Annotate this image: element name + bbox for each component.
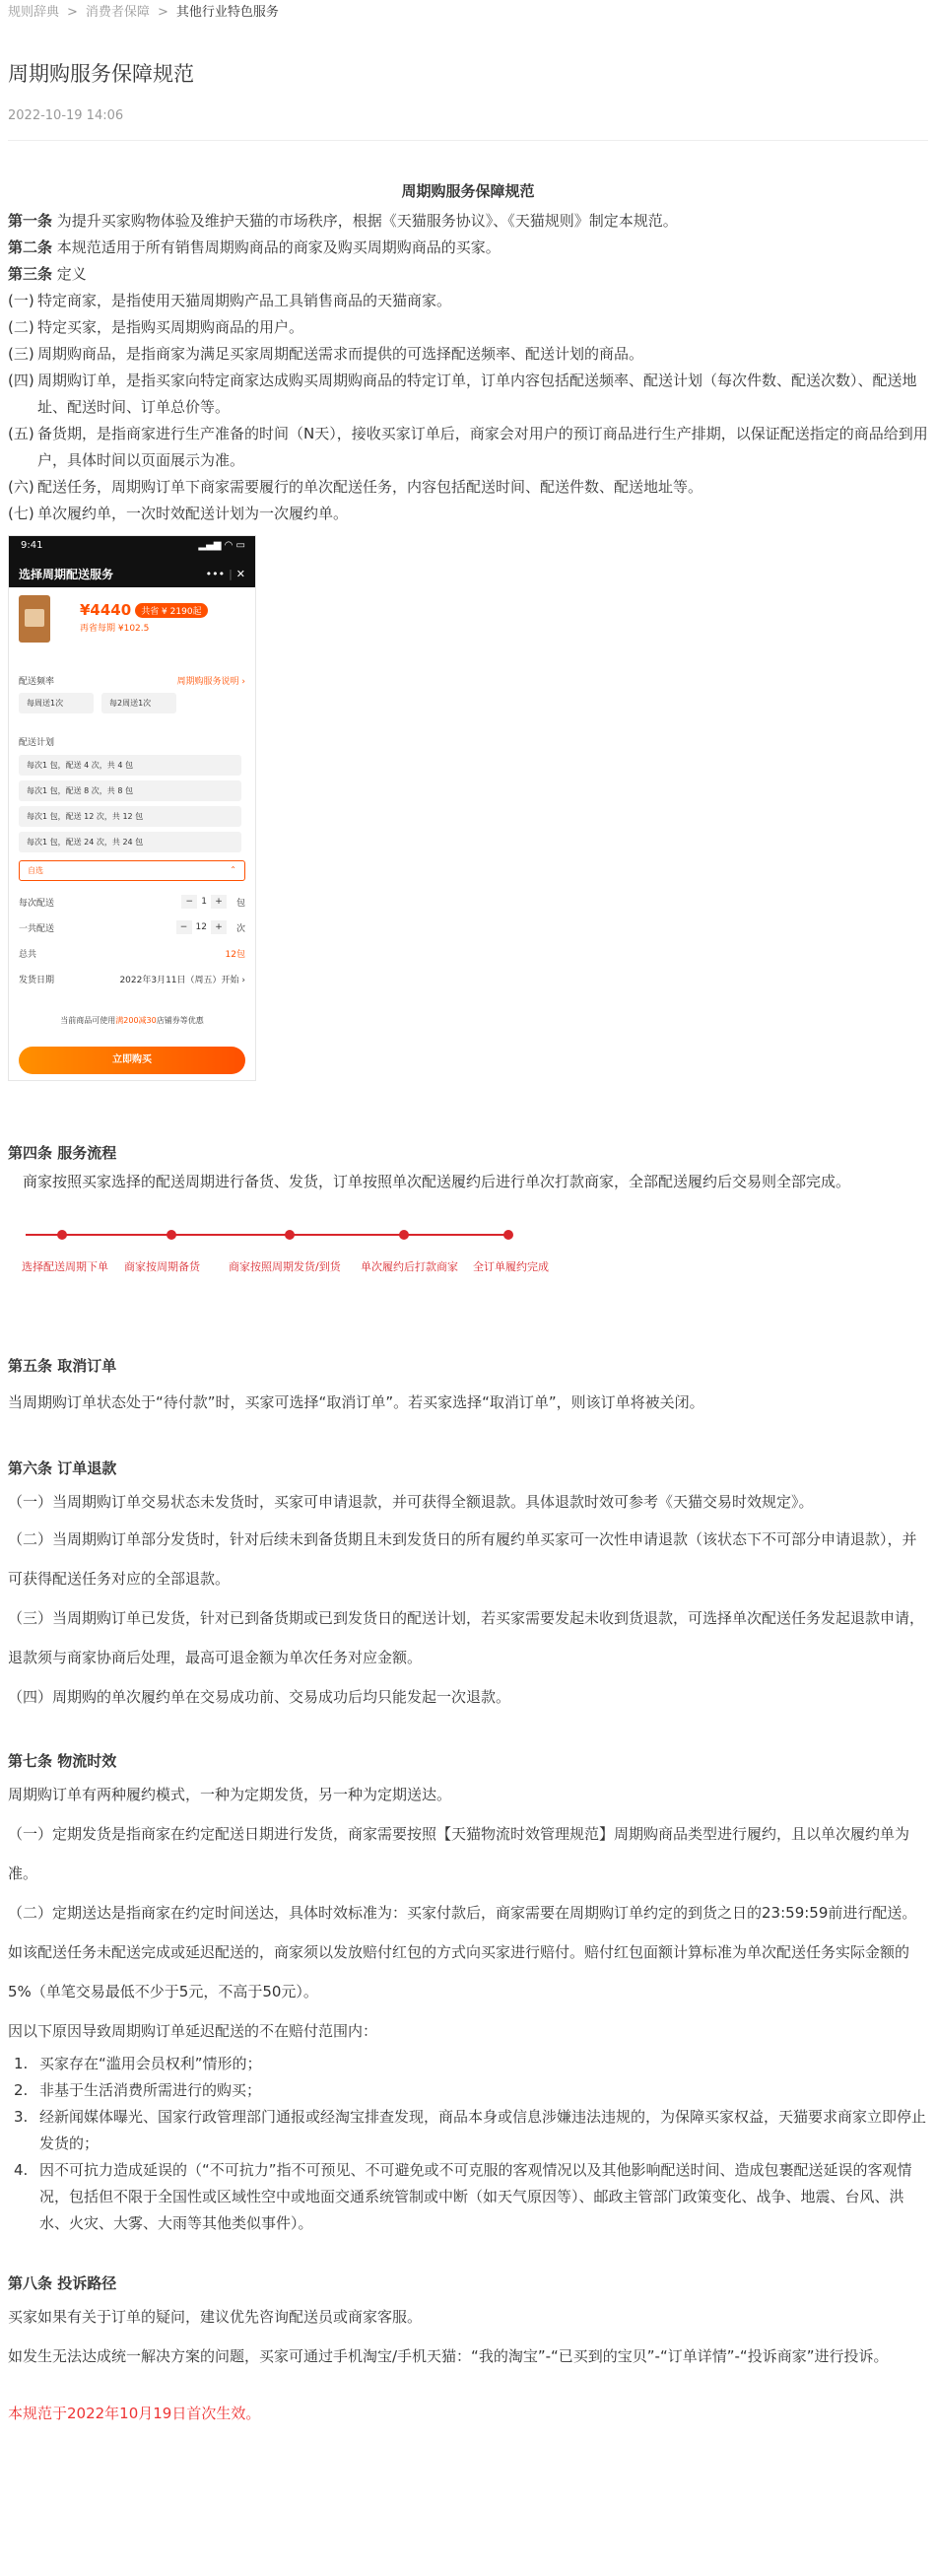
article-5-head: 第五条 取消订单 bbox=[8, 1357, 117, 1375]
item-text: 非基于生活消费所需进行的购买； bbox=[39, 2081, 262, 2099]
start-label: 发货日期 bbox=[19, 975, 55, 985]
plan-option: 每次1 包，配送 12 次，共 12 包 bbox=[19, 806, 241, 827]
custom-option bbox=[19, 860, 245, 881]
flow-step: 全订单履约完成 bbox=[473, 1260, 549, 1273]
sum-label: 总共 bbox=[19, 949, 37, 960]
plus-icon: + bbox=[211, 920, 227, 934]
item-text: 备货期，是指商家进行生产准备的时间（N天），接收买家订单后，商家会对用户的预订商品进行生产排期，以保证配送指定的商品给到用户，具体时间以页面展示为准。 bbox=[37, 425, 928, 469]
note-text: 店铺券等优惠 bbox=[156, 1016, 204, 1025]
custom-label: 自选 bbox=[28, 866, 43, 875]
flow-labels bbox=[22, 1258, 549, 1274]
plan-option: 每次1 包，配送 4 次，共 4 包 bbox=[19, 755, 241, 776]
phone-title: 选择周期配送服务 bbox=[19, 567, 114, 581]
plan-label: 配送计划 bbox=[19, 738, 55, 748]
item-text: 因不可抗力造成延误的（“不可抗力”指不可预见、不可避免或不可克服的客观情况以及其他影响配送时间、造成包裹配送延误的客观情况，包括但不限于全国性或区域性空中或地面交通系统管制或中断（如天气原因等）、邮政主管部门政策变化、战争、地震、台风、洪水、火灾、大雾、大雨等其他类似事件）。 bbox=[39, 2161, 912, 2232]
divider bbox=[8, 140, 928, 141]
plan-option: 每次1 包，配送 24 次，共 24 包 bbox=[19, 832, 241, 852]
flow-step: 商家按照周期发货/到货 bbox=[229, 1260, 341, 1273]
item-text: 经新闻媒体曝光、国家行政管理部门通报或经淘宝排查发现，商品本身或信息涉嫌违法违规的，为保障买家权益，天猫要求商家立即停止发货的； bbox=[39, 2108, 927, 2152]
flow-dot bbox=[503, 1230, 513, 1240]
article-8-p1: 买家如果有关于订单的疑问，建议优先咨询配送员或商家客服。 bbox=[8, 2308, 423, 2326]
definition-item bbox=[8, 341, 928, 368]
service-flow-diagram bbox=[8, 1195, 928, 1314]
article-7-p1: （一）定期发货是指商家在约定配送日期进行发货，商家需要按照【天猫物流时效管理规范】周期购商品类型进行履约，且以单次履约单为准。 bbox=[8, 1825, 910, 1882]
spacer bbox=[8, 1416, 928, 1457]
article-1-text: 为提升买家购物体验及维护天猫的市场秩序，根据《天猫服务协议》、《天猫规则》制定本规范。 bbox=[56, 212, 678, 230]
article-8-p2: 如发生无法达成统一解决方案的问题，买家可通过手机淘宝/手机天猫：“我的淘宝”-“已买到的宝贝”-“订单详情”-“投诉商家”进行投诉。 bbox=[8, 2347, 889, 2365]
total-label: 一共配送 bbox=[19, 923, 55, 934]
article-8-head: 第八条 投诉路径 bbox=[8, 2274, 117, 2292]
more-icon: ••• bbox=[205, 567, 226, 580]
freq-option: 每2周送1次 bbox=[101, 693, 176, 713]
article-2-head: 第二条 bbox=[8, 238, 53, 256]
divider-icon: | bbox=[229, 567, 233, 580]
chevron-up-icon: ⌃ bbox=[230, 865, 236, 874]
item-text: 配送任务，周期购订单下商家需要履行的单次配送任务，内容包括配送时间、配送件数、配送地址等。 bbox=[37, 478, 703, 496]
document-title: 周期购服务保障规范 bbox=[401, 182, 535, 200]
article-3 bbox=[8, 261, 928, 288]
breadcrumb-current: 其他行业特色服务 bbox=[175, 5, 279, 20]
definition-item bbox=[8, 474, 928, 501]
note-text: 当前商品可使用 bbox=[60, 1016, 116, 1025]
each-stepper bbox=[181, 895, 245, 909]
spacer bbox=[8, 2376, 928, 2400]
freq-options bbox=[9, 687, 255, 719]
status-time: 9:41 bbox=[21, 540, 43, 551]
sum-row bbox=[9, 940, 255, 966]
buy-now-button: 立即购买 bbox=[19, 1047, 245, 1074]
minus-icon: − bbox=[181, 895, 197, 909]
refund-para: （四）周期购的单次履约单在交易成功前、交易成功后均只能发起一次退款。 bbox=[8, 1688, 511, 1706]
article-2 bbox=[8, 235, 928, 261]
article-7-p3: 因以下原因导致周期购订单延迟配送的不在赔付范围内： bbox=[8, 2022, 378, 2040]
flow-dot bbox=[285, 1230, 295, 1240]
article-7-intro: 周期购订单有两种履约模式，一种为定期发货，另一种为定期送达。 bbox=[8, 1786, 452, 1803]
total-value: 12 bbox=[195, 922, 207, 932]
total-stepper bbox=[176, 920, 245, 934]
spacer bbox=[8, 2237, 928, 2272]
item-number: (四) bbox=[8, 372, 34, 389]
note-coupon: 满200减30 bbox=[115, 1016, 157, 1025]
breadcrumb-separator: > bbox=[67, 5, 78, 20]
item-text: 特定商家，是指使用天猫周期购产品工具销售商品的天猫商家。 bbox=[37, 292, 452, 309]
spacer bbox=[8, 1081, 928, 1142]
page-title: 周期购服务保障规范 bbox=[8, 62, 194, 86]
item-text: 买家存在“滥用会员权利”情形的； bbox=[39, 2055, 262, 2072]
each-unit: 包 bbox=[235, 898, 245, 909]
freq-option: 每周送1次 bbox=[19, 693, 94, 713]
article-4-head: 第四条 服务流程 bbox=[8, 1144, 117, 1162]
article-4-text: 商家按照买家选择的配送周期进行备货、发货，订单按照单次配送履约后进行单次打款商家，全部配送履约后交易则全部完成。 bbox=[23, 1173, 851, 1190]
total-unit: 次 bbox=[235, 923, 245, 934]
article-1-head: 第一条 bbox=[8, 212, 53, 230]
definition-item bbox=[8, 314, 928, 341]
breadcrumb-separator: > bbox=[157, 5, 168, 20]
item-text: 周期购商品，是指商家为满足买家周期配送需求而提供的可选择配送频率、配送计划的商品。 bbox=[37, 345, 644, 363]
flow-dot bbox=[399, 1230, 409, 1240]
phone-status-bar bbox=[9, 536, 255, 560]
publish-date: 2022-10-19 14:06 bbox=[8, 108, 124, 123]
effective-date-note: 本规范于2022年10月19日首次生效。 bbox=[8, 2405, 261, 2422]
saving-badge: 共省 ¥ 2190起 bbox=[135, 603, 207, 618]
refund-para: （三）当周期购订单已发货，针对已到备货期或已到发货日的配送计划，若买家需要发起未收到货退款，可选择单次配送任务发起退款申请，退款须与商家协商后处理，最高可退金额为单次任务对应金额。 bbox=[8, 1609, 925, 1666]
breadcrumb-link-consumer[interactable]: 消费者保障 bbox=[85, 5, 150, 20]
item-number: 1. bbox=[14, 2055, 29, 2072]
flow-step: 单次履约后打款商家 bbox=[361, 1260, 458, 1273]
refund-para: （一）当周期购订单交易状态未发货时，买家可申请退款，并可获得全额退款。具体退款时效可参考《天猫交易时效规定》。 bbox=[8, 1493, 814, 1511]
definition-item bbox=[8, 501, 928, 527]
item-number: (一) bbox=[8, 292, 34, 309]
each-row bbox=[9, 889, 255, 915]
price-sub: 再省每期 ¥102.5 bbox=[80, 624, 150, 634]
phone-screenshot bbox=[8, 535, 256, 1081]
minus-icon: − bbox=[176, 920, 192, 934]
breadcrumb bbox=[8, 0, 928, 26]
item-number: (三) bbox=[8, 345, 34, 363]
definition-item bbox=[8, 288, 928, 314]
item-number: 3. bbox=[14, 2108, 29, 2126]
sum-value: 12包 bbox=[225, 949, 245, 960]
article-1 bbox=[8, 208, 928, 235]
total-row bbox=[9, 915, 255, 940]
flow-step: 商家按周期备货 bbox=[124, 1260, 200, 1273]
refund-para: （二）当周期购订单部分发货时，针对后续未到备货期且未到发货日的所有履约单买家可一次性申请退款（该状态下不可部分申请退款），并可获得配送任务对应的全部退款。 bbox=[8, 1530, 917, 1588]
item-number: (六) bbox=[8, 478, 34, 496]
phone-title-bar bbox=[9, 560, 255, 587]
item-text: 周期购订单，是指买家向特定商家达成购买周期购商品的特定订单，订单内容包括配送频率、配送计划（每次件数、配送次数）、配送地址、配送时间、订单总价等。 bbox=[37, 372, 917, 416]
item-number: 2. bbox=[14, 2081, 29, 2099]
item-text: 特定买家，是指购买周期购商品的用户。 bbox=[37, 318, 304, 336]
signal-icon: ▂▄▆ ◠ ▭ bbox=[198, 540, 245, 551]
exemption-item bbox=[8, 2104, 928, 2157]
exemption-item bbox=[8, 2051, 928, 2077]
breadcrumb-link-rules[interactable]: 规则辞典 bbox=[8, 5, 60, 20]
flow-svg bbox=[8, 1195, 599, 1304]
flow-dot bbox=[167, 1230, 176, 1240]
flow-step: 选择配送周期下单 bbox=[22, 1260, 108, 1273]
article-2-text: 本规范适用于所有销售周期购商品的商家及购买周期购商品的买家。 bbox=[56, 238, 501, 256]
article-6-body bbox=[8, 1484, 928, 1717]
item-text: 单次履约单，一次时效配送计划为一次履约单。 bbox=[37, 505, 349, 522]
product-row bbox=[9, 587, 255, 658]
plus-icon: + bbox=[211, 895, 227, 909]
exemption-item bbox=[8, 2157, 928, 2237]
spacer bbox=[8, 1717, 928, 1750]
article-3-head: 第三条 bbox=[8, 265, 53, 283]
phone-controls bbox=[206, 568, 245, 580]
coupon-note bbox=[9, 1015, 255, 1026]
each-label: 每次配送 bbox=[19, 898, 55, 909]
phone-header bbox=[9, 536, 255, 587]
product-image bbox=[19, 595, 50, 643]
item-number: (二) bbox=[8, 318, 34, 336]
start-value: 2022年3月11日（周五）开始 › bbox=[119, 975, 245, 985]
exemption-item bbox=[8, 2077, 928, 2104]
article-6-head: 第六条 订单退款 bbox=[8, 1459, 117, 1477]
freq-label: 配送频率 bbox=[19, 677, 55, 687]
spacer bbox=[8, 1314, 928, 1355]
article-7-head: 第七条 物流时效 bbox=[8, 1752, 117, 1770]
article-7-p2: （二）定期送达是指商家在约定时间送达，具体时效标准为：买家付款后，商家需要在周期购订单约定的到货之日的23:59:59前进行配送。如该配送任务未配送完成或延迟配送的，商家须以发放赔付红包的方式向买家进行赔付。赔付红包面额计算标准为单次配送任务实际金额的5%（单笔交易最低不少于5元，不高于50元）。 bbox=[8, 1904, 917, 2000]
start-row bbox=[9, 966, 255, 991]
freq-header bbox=[9, 674, 255, 687]
article-3-title: 定义 bbox=[56, 265, 87, 283]
definition-item bbox=[8, 421, 928, 474]
plan-option: 每次1 包，配送 8 次，共 8 包 bbox=[19, 780, 241, 801]
each-value: 1 bbox=[201, 897, 207, 907]
price-value: ¥4440 bbox=[80, 601, 132, 619]
product-price bbox=[80, 601, 208, 650]
item-number: (五) bbox=[8, 425, 34, 442]
close-icon: ✕ bbox=[235, 567, 245, 580]
item-number: (七) bbox=[8, 505, 34, 522]
flow-dot bbox=[57, 1230, 67, 1240]
article-5-text: 当周期购订单状态处于“待付款”时，买家可选择“取消订单”。若买家选择“取消订单”，则该订单将被关闭。 bbox=[8, 1393, 704, 1411]
item-number: 4. bbox=[14, 2161, 29, 2179]
definition-item bbox=[8, 368, 928, 421]
article-body bbox=[8, 208, 928, 2427]
freq-link: 周期购服务说明 › bbox=[176, 677, 245, 687]
